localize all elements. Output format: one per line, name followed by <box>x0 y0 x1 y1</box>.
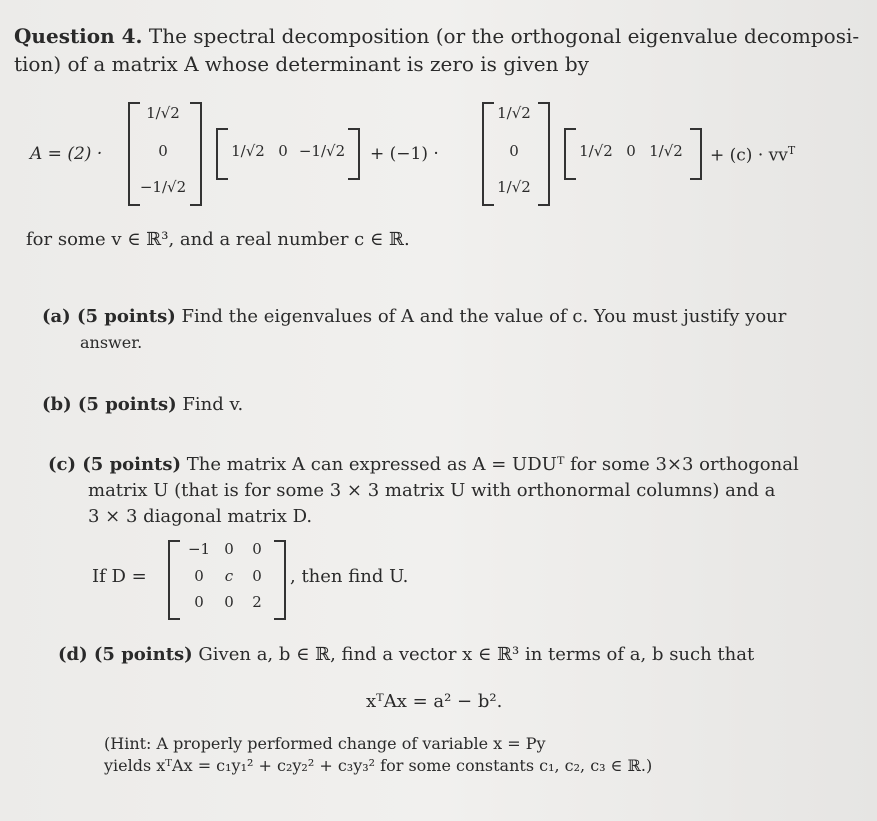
matrix-cell: 1/√2 <box>579 142 613 160</box>
question-text-line2: tion) of a matrix A whose determinant is zero is given by <box>14 52 589 76</box>
part-b <box>42 392 842 418</box>
matrix-cell: 2 <box>252 593 262 611</box>
bracket-right <box>348 128 360 180</box>
part-c-text-line3: 3 × 3 diagonal matrix D. <box>88 506 313 527</box>
matrix-cell: 0 <box>278 142 288 160</box>
part-d-equation: xᵀAx = a² − b². <box>366 691 503 712</box>
part-d-label: (d) (5 points) <box>58 644 193 665</box>
hint-line1: (Hint: A properly performed change of variable x = Py <box>104 734 546 753</box>
matrix-cell: c <box>224 567 234 585</box>
matrix-cell: 0 <box>194 593 204 611</box>
bracket-right <box>690 128 702 180</box>
bracket-left <box>168 540 180 620</box>
matrix-cell: 0 <box>626 142 636 160</box>
part-d <box>58 642 858 668</box>
equation-plus-term: + (−1) · <box>370 144 439 164</box>
matrix-cell: 1/√2 <box>649 142 683 160</box>
bracket-right <box>190 102 202 206</box>
part-b-text: Find v. <box>182 394 244 415</box>
part-c-text-line2: matrix U (that is for some 3 × 3 matrix U with orthonormal columns) and a <box>88 480 776 501</box>
equation-tail: + $(c) \cdot vv^T$ <box>710 144 796 166</box>
bracket-right <box>538 102 550 206</box>
hint-line2: yields xᵀAx = c₁y₁² + c₂y₂² + c₃y₃² for some constants c₁, c₂, c₃ ∈ ℝ.) <box>104 756 653 775</box>
matrix-cell: −1/√2 <box>298 142 346 160</box>
part-c <box>48 452 848 530</box>
matrix-cell: −1 <box>187 540 211 558</box>
part-d-text: Given a, b ∈ ℝ, find a vector x ∈ ℝ³ in terms of a, b such that <box>198 644 755 665</box>
matrix-cell: 0 <box>252 567 262 585</box>
matrix-cell: 0 <box>224 593 234 611</box>
matrix-cell: 1/√2 <box>146 104 180 122</box>
question-header <box>14 22 864 78</box>
matrix-cell: 1/√2 <box>497 104 531 122</box>
equation-lhs: A = (2) · <box>30 144 103 164</box>
matrix-cell: 1/√2 <box>231 142 265 160</box>
part-d-hint <box>104 733 864 777</box>
part-a <box>42 304 842 356</box>
part-c-if-D: If D = <box>92 566 147 587</box>
for-some-clause: for some v ∈ ℝ³, and a real number c ∈ ℝ. <box>26 229 410 250</box>
part-a-text-cont: answer. <box>80 333 143 352</box>
matrix-cell: 1/√2 <box>497 178 531 196</box>
part-c-text-line1: The matrix A can expressed as A = UDUᵀ for some 3×3 orthogonal <box>186 454 799 475</box>
matrix-cell: −1/√2 <box>139 178 187 196</box>
matrix-cell: 0 <box>194 567 204 585</box>
question-label: Question 4. <box>14 24 143 48</box>
part-a-text: Find the eigenvalues of A and the value of c. You must justify your <box>181 306 787 327</box>
spectral-equation <box>30 100 870 210</box>
part-c-then: , then find U. <box>290 566 409 587</box>
part-a-label: (a) (5 points) <box>42 306 176 327</box>
matrix-cell: 0 <box>509 142 519 160</box>
question-text-line1: The spectral decomposition (or the orthogonal eigenvalue decomposi- <box>148 24 860 48</box>
part-b-label: (b) (5 points) <box>42 394 177 415</box>
matrix-cell: 0 <box>252 540 262 558</box>
bracket-right <box>274 540 286 620</box>
part-c-label: (c) (5 points) <box>48 454 182 475</box>
matrix-cell: 0 <box>224 540 234 558</box>
matrix-cell: 0 <box>158 142 168 160</box>
